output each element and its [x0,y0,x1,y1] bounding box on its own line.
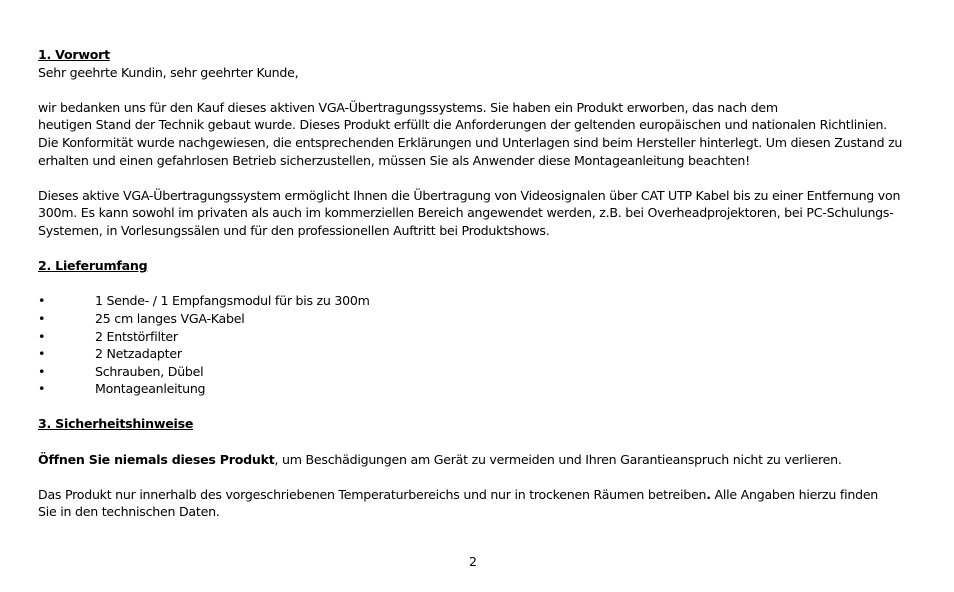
bullet-icon: • [38,328,46,344]
list-item-text: 25 cm langes VGA-Kabel [95,310,245,326]
intro-line: wir bedanken uns für den Kauf dieses aktiven VGA-Übertragungssystems. Sie haben ein Produkt erworben, das nach dem [38,99,778,115]
bullet-icon: • [38,293,46,309]
salutation: Sehr geehrte Kundin, sehr geehrter Kunde, [38,64,299,80]
spacer [38,81,918,99]
description-paragraph [38,187,918,240]
page-number: 2 [468,554,477,569]
bullet-icon: • [38,346,46,362]
safety-warning-temperature-period: . [706,486,711,502]
intro-line: heutigen Stand der Technik gebaut wurde. Dieses Produkt erfüllt die Anforderungen der geltenden europäischen und nationalen Richtlinien. [38,117,887,133]
safety-warning-temperature-text: und nur in trockenen Räumen betreiben [459,486,707,502]
safety-warning-open-text: , um Beschädigungen am Gerät zu vermeiden und Ihren Garantieanspruch nicht zu verlieren. [274,451,842,467]
list-item [38,310,918,328]
intro-line: erhalten und einen gefahrlosen Betrieb sicherzustellen, müssen Sie als Anwender diese Montageanleitung beachten! [38,152,750,168]
intro-line: Die Konformität wurde nachgewiesen, die entsprechenden Erklärungen und Unterlagen sind beim Hersteller hinterlegt. Um diesen Zustand zu [38,134,903,150]
document-page [38,46,918,521]
spacer [38,275,918,293]
list-item [38,328,918,346]
spacer [38,240,918,258]
safety-warning-temperature [38,486,918,504]
safety-warning-temperature-tail: Alle Angaben hierzu finden [710,486,879,502]
list-item [38,345,918,363]
list-item-text: 2 Entstörfilter [95,328,178,344]
list-item-text: Schrauben, Dübel [95,363,204,379]
list-item-text: 1 Sende- / 1 Empfangsmodul für bis zu 300m [95,293,370,309]
list-item-text: Montageanleitung [95,381,206,397]
heading-sicherheitshinweise: 3. Sicherheitshinweise [38,416,194,432]
description-line: 300m. Es kann sowohl im privaten als auch im kommerziellen Bereich angewendet werden, z.B. bei Overheadprojektoren, bei PC-Schulungs- [38,205,894,221]
description-line: Systemen, in Vorlesungssälen und für den professionellen Auftritt bei Produktshows. [38,222,550,238]
bullet-icon: • [38,381,46,397]
description-line: Dieses aktive VGA-Übertragungssystem ermöglicht Ihnen die Übertragung von Videosignalen über CAT UTP Kabel bis zu einer Entfernung von [38,187,901,203]
list-item [38,292,918,310]
safety-warning-temperature-line2: Sie in den technischen Daten. [38,504,220,520]
spacer [38,169,918,187]
spacer [38,398,918,416]
list-item [38,380,918,398]
delivery-list [38,292,918,398]
safety-warning-temperature-lead: Das Produkt nur innerhalb des vorgeschriebenen Temperaturbereichs [38,486,460,502]
heading-lieferumfang: 2. Lieferumfang [38,258,148,274]
bullet-icon: • [38,363,46,379]
bullet-icon: • [38,310,46,326]
spacer [38,433,918,451]
intro-paragraph [38,99,918,169]
heading-vorwort: 1. Vorwort [38,47,110,62]
safety-warning-open [38,451,918,469]
list-item [38,363,918,381]
safety-warning-open-bold: Öffnen Sie niemals dieses Produkt [38,451,275,467]
spacer [38,468,918,486]
list-item-text: 2 Netzadapter [95,346,182,362]
